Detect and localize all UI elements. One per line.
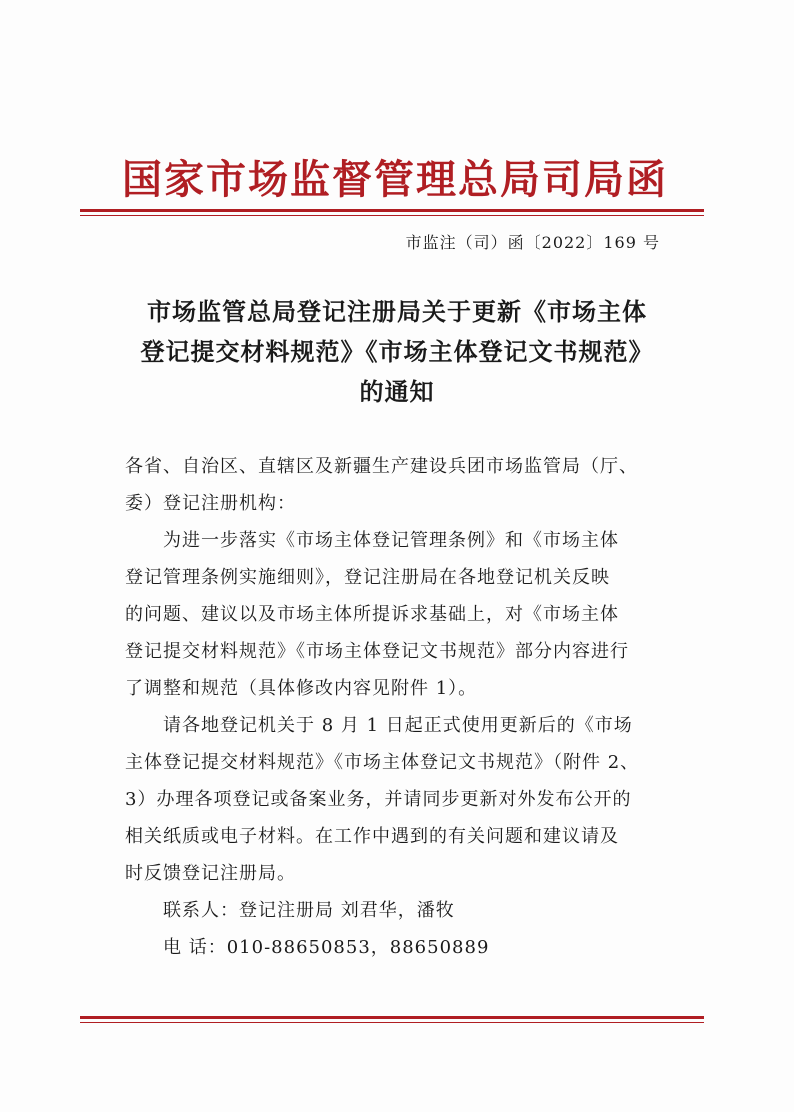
paragraph-2-line-3: 3）办理各项登记或备案业务，并请同步更新对外发布公开的 [125,789,632,810]
paragraph-2-line-4: 相关纸质或电子材料。在工作中遇到的有关问题和建议请及 [125,826,619,847]
title-line-1: 市场监管总局登记注册局关于更新《市场主体 [147,297,647,326]
paragraph-1-line-2: 登记管理条例实施细则》，登记注册局在各地登记机关反映 [125,567,610,588]
paragraph-1-line-1: 为进一步落实《市场主体登记管理条例》和《市场主体 [163,530,619,551]
paragraph-1-line-5: 了调整和规范（具体修改内容见附件 1）。 [125,678,478,699]
paragraph-2-line-1: 请各地登记机关于 8 月 1 日起正式使用更新后的《市场 [163,715,633,736]
salutation-line-2: 委）登记注册机构： [125,493,296,514]
masthead-divider [80,209,704,212]
notice-title [100,292,694,412]
document-number: 市监注（司）函〔2022〕169 号 [405,233,660,252]
masthead-title: 国家市场监督管理总局司局函 [122,157,668,203]
paragraph-2-line-5: 时反馈登记注册局。 [125,863,296,884]
notice-body [125,448,685,966]
contact-line: 联系人：登记注册局 刘君华，潘牧 [163,900,455,921]
paragraph-1-line-4: 登记提交材料规范》《市场主体登记文书规范》部分内容进行 [125,641,629,662]
footer-divider [80,1016,704,1019]
title-line-3: 的通知 [359,377,435,406]
phone-line: 电 话：010-88650853，88650889 [163,937,490,958]
title-line-2: 登记提交材料规范》《市场主体登记文书规范》 [140,337,654,366]
paragraph-2-line-2: 主体登记提交材料规范》《市场主体登记文书规范》（附件 2、 [125,752,640,773]
paragraph-1-line-3: 的问题、建议以及市场主体所提诉求基础上，对《市场主体 [125,604,619,625]
salutation-line-1: 各省、自治区、直辖区及新疆生产建设兵团市场监管局（厅、 [125,456,638,477]
